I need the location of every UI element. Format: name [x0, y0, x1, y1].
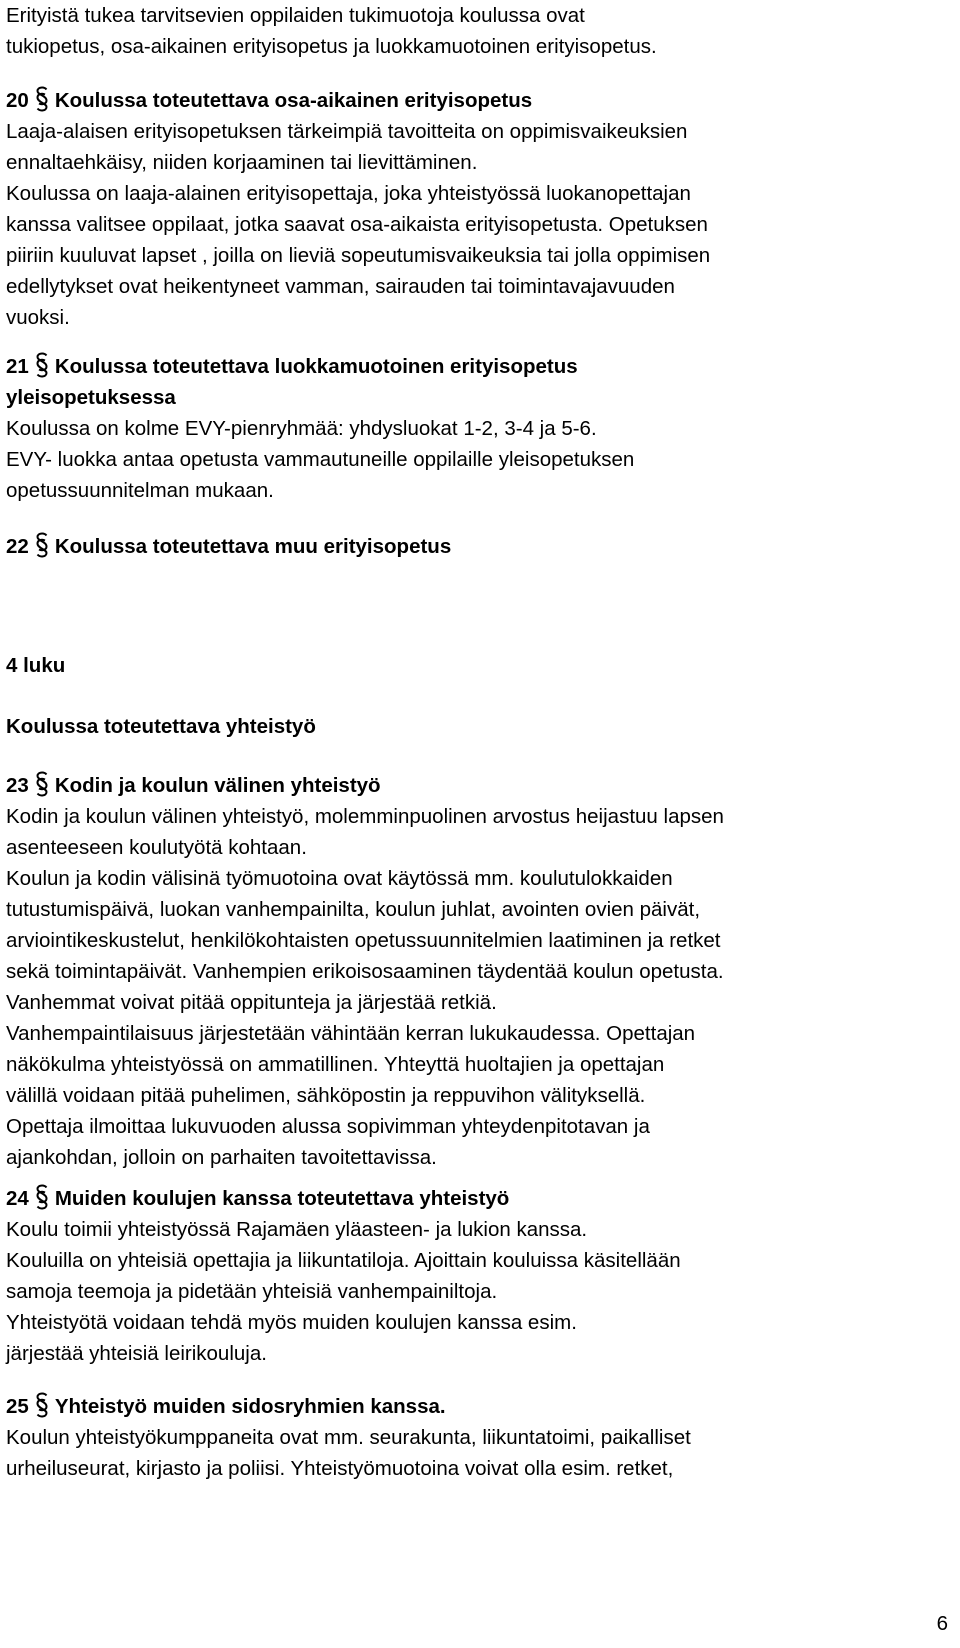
intro-paragraph: [6, 0, 951, 62]
text-line: sekä toimintapäivät. Vanhempien erikoisosaaminen täydentää koulun opetusta.: [6, 960, 724, 983]
text-line: Koulun yhteistyökumppaneita ovat mm. seurakunta, liikuntatoimi, paikalliset: [6, 1426, 691, 1449]
text-line: kanssa valitsee oppilaat, jotka saavat osa-aikaista erityisopetusta. Opetuksen: [6, 213, 708, 236]
section-sign-icon: [35, 352, 49, 378]
text-line: asenteeseen koulutyötä kohtaan.: [6, 836, 307, 859]
text-line: järjestää yhteisiä leirikouluja.: [6, 1342, 267, 1365]
intro-line: Erityistä tukea tarvitsevien oppilaiden tukimuotoja koulussa ovat: [6, 4, 585, 27]
section-25-heading: [6, 1391, 951, 1422]
section-title: Koulussa toteutettava muu erityisopetus: [54, 535, 452, 558]
page-number: 6: [936, 1612, 948, 1635]
section-sign-icon: [35, 771, 49, 797]
text-line: Koulun ja kodin välisinä työmuotoina ovat käytössä mm. koulutulokkaiden: [6, 867, 673, 890]
section-20-heading: [6, 85, 951, 116]
section-title: Koulussa toteutettava luokkamuotoinen erityisopetus: [54, 355, 578, 378]
text-line: Vanhemmat voivat pitää oppitunteja ja järjestää retkiä.: [6, 991, 497, 1014]
chapter-label: 4 luku: [6, 654, 66, 677]
text-line: urheiluseurat, kirjasto ja poliisi. Yhteistyömuotoina voivat olla esim. retket,: [6, 1457, 674, 1480]
section-23: [6, 770, 951, 1173]
text-line: Koulussa on kolme EVY-pienryhmää: yhdysluokat 1-2, 3-4 ja 5-6.: [6, 417, 597, 440]
section-title: Kodin ja koulun välinen yhteistyö: [54, 774, 381, 797]
text-line: arviointikeskustelut, henkilökohtaisten opetussuunnitelmien laatiminen ja retket: [6, 929, 721, 952]
section-sign-icon: [35, 1184, 49, 1210]
text-line: Vanhempaintilaisuus järjestetään vähintään kerran lukukaudessa. Opettajan: [6, 1022, 696, 1045]
text-line: ennaltaehkäisy, niiden korjaaminen tai lievittäminen.: [6, 151, 478, 174]
section-title: Koulussa toteutettava osa-aikainen erityisopetus: [54, 89, 533, 112]
text-line: Kodin ja koulun välinen yhteistyö, molemminpuolinen arvostus heijastuu lapsen: [6, 805, 724, 828]
section-21-heading: [6, 351, 951, 382]
text-line: samoja teemoja ja pidetään yhteisiä vanhempainiltoja.: [6, 1280, 498, 1303]
section-title-continued: yleisopetuksessa: [6, 386, 176, 409]
section-number: 23: [6, 774, 29, 797]
text-line: vuoksi.: [6, 306, 70, 329]
text-line: ajankohdan, jolloin on parhaiten tavoitettavissa.: [6, 1146, 437, 1169]
section-number: 22: [6, 535, 29, 558]
section-22-heading: [6, 531, 951, 562]
section-sign-icon: [35, 1392, 49, 1418]
text-line: Koulu toimii yhteistyössä Rajamäen yläasteen- ja lukion kanssa.: [6, 1218, 588, 1241]
chapter-title: Koulussa toteutettava yhteistyö: [6, 715, 316, 738]
section-number: 25: [6, 1395, 29, 1418]
section-sign-icon: [35, 86, 49, 112]
text-line: EVY- luokka antaa opetusta vammautuneille oppilaille yleisopetuksen: [6, 448, 635, 471]
text-line: Kouluilla on yhteisiä opettajia ja liikuntatiloja. Ajoittain kouluissa käsitellään: [6, 1249, 681, 1272]
text-line: piiriin kuuluvat lapset , joilla on lieviä sopeutumisvaikeuksia tai jolla oppimisen: [6, 244, 711, 267]
text-line: edellytykset ovat heikentyneet vamman, sairauden tai toimintavajavuuden: [6, 275, 675, 298]
section-number: 24: [6, 1187, 29, 1210]
section-24: [6, 1183, 951, 1369]
section-20: [6, 85, 951, 333]
text-line: opetussuunnitelman mukaan.: [6, 479, 274, 502]
intro-line: tukiopetus, osa-aikainen erityisopetus ja luokkamuotoinen erityisopetus.: [6, 35, 657, 58]
text-line: tutustumispäivä, luokan vanhempainilta, koulun juhlat, avointen ovien päivät,: [6, 898, 701, 921]
section-title: Yhteistyö muiden sidosryhmien kanssa.: [54, 1395, 446, 1418]
section-number: 21: [6, 355, 29, 378]
text-line: Laaja-alaisen erityisopetuksen tärkeimpiä tavoitteita on oppimisvaikeuksien: [6, 120, 688, 143]
section-21: [6, 351, 951, 506]
text-line: näkökulma yhteistyössä on ammatillinen. Yhteyttä huoltajien ja opettajan: [6, 1053, 665, 1076]
section-sign-icon: [35, 532, 49, 558]
section-number: 20: [6, 89, 29, 112]
text-line: Koulussa on laaja-alainen erityisopettaja, joka yhteistyössä luokanopettajan: [6, 182, 691, 205]
section-23-heading: [6, 770, 951, 801]
section-title: Muiden koulujen kanssa toteutettava yhteistyö: [54, 1187, 510, 1210]
text-line: Opettaja ilmoittaa lukuvuoden alussa sopivimman yhteydenpitotavan ja: [6, 1115, 650, 1138]
section-24-heading: [6, 1183, 951, 1214]
text-line: Yhteistyötä voidaan tehdä myös muiden koulujen kanssa esim.: [6, 1311, 577, 1334]
text-line: välillä voidaan pitää puhelimen, sähköpostin ja reppuvihon välityksellä.: [6, 1084, 646, 1107]
section-25: [6, 1391, 951, 1484]
